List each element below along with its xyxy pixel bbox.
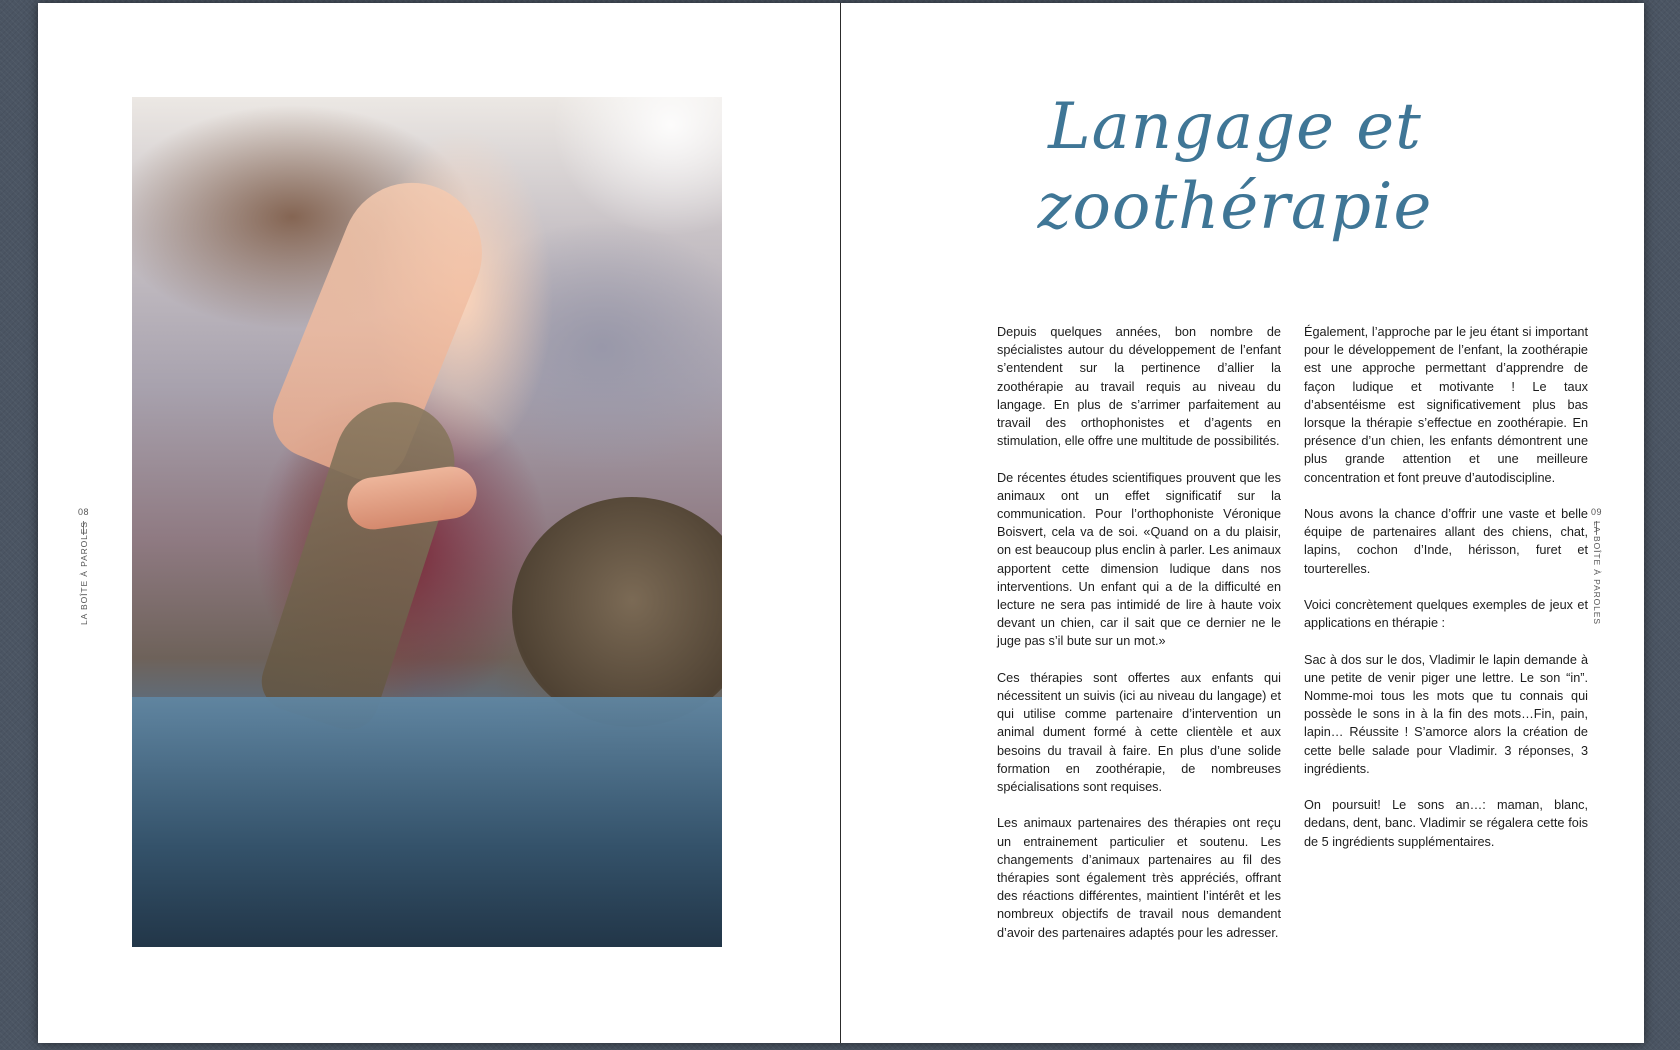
page-gutter: [840, 3, 841, 1043]
magazine-spread: [38, 3, 1644, 1043]
body-paragraph: Les animaux partenaires des thérapies ont reçu un entrainement particulier et soutenu. Les changements d’animaux partenaires au fil des thérapies sont également très appréciés, offrant des réactions différentes, maintient l’intérêt et les nombreux objectifs de travail nous demandent d’avoir des partenaires adaptés pour les adresser.: [997, 816, 1281, 940]
body-paragraph: Également, l’approche par le jeu étant si important pour le développement de l’enfant, la zoothérapie est une approche permettant d’apprendre de façon ludique et motivante ! Le taux d’absentéisme est significativement plus bas lorsque la thérapie s’effectue en zoothérapie. En présence d’un chien, les enfants démontrent une plus grande attention et une meilleure concentration et font preuve d’autodiscipline.: [1304, 325, 1588, 485]
left-page-number: 08: [78, 507, 90, 517]
body-column-right: [1304, 323, 1588, 869]
body-column-left: [997, 323, 1281, 960]
body-paragraph: De récentes études scientifiques prouvent que les animaux ont un effet significatif sur la communication. Pour l’orthophoniste Véronique Boisvert, cela va de soi. «Quand on a du plaisir, on est beaucoup plus enclin à parler. Les animaux apportent cette dimension ludique dans nos interventions. Un enfant qui a de la difficulté en lecture ne sera pas intimidé de lire à haute voix devant un chien, car il sait que ce dernier ne le juge pas s’il bute sur un mot.»: [997, 470, 1281, 649]
right-page-number: 09: [1591, 507, 1603, 517]
right-running-head: LA BOÎTE À PAROLES: [1592, 521, 1602, 625]
article-title-line-1: Langage et: [1048, 90, 1422, 164]
body-paragraph: Voici concrètement quelques exemples de jeux et applications en thérapie :: [1304, 598, 1588, 631]
left-running-head: LA BOÎTE À PAROLES: [79, 521, 89, 625]
body-paragraph: Depuis quelques années, bon nombre de spécialistes autour du développement de l’enfant s’entendent sur la pertinence d’allier la zoothérapie au travail requis au niveau du langage. En plus de s’arrimer parfaitement au travail des orthophonistes et d’agents en stimulation, elle offre une multitude de possibilités.: [997, 325, 1281, 449]
photo-window-light: [552, 97, 722, 237]
body-paragraph: Sac à dos sur le dos, Vladimir le lapin demande à une petite de venir piger une lettre. Le son “in”. Nomme-moi tous les mots que tu connais qui possède le sons in à la fin des mots…Fin, pain, lapin… Réussite ! S’amorce alors la création de cette belle salade pour Vladimir. 3 réponses, 3 ingrédients.: [1304, 652, 1588, 776]
article-title: [915, 87, 1555, 247]
hand-and-cat-paw-photo: [132, 97, 722, 947]
body-paragraph: On poursuit! Le sons an…: maman, blanc, dedans, dent, banc. Vladimir se régalera cette fois de 5 ingrédients supplémentaires.: [1304, 798, 1588, 849]
body-paragraph: Nous avons la chance d’offrir une vaste et belle équipe de partenaires allant des chiens, chat, lapins, cochon d’Inde, hérisson, furet et tourterelles.: [1304, 507, 1588, 576]
photo-blue-couch: [132, 697, 722, 947]
article-title-line-2: zoothérapie: [1037, 170, 1433, 244]
body-paragraph: Ces thérapies sont offertes aux enfants qui nécessitent un suivis (ici au niveau du langage) et qui utilise comme partenaire d’intervention un animal dument formé à cette clientèle et aux besoins du travail à faire. En plus d’une solide formation en zoothérapie, de nombreuses spécialisations sont requises.: [997, 670, 1281, 795]
photo-cat-head: [512, 497, 722, 727]
